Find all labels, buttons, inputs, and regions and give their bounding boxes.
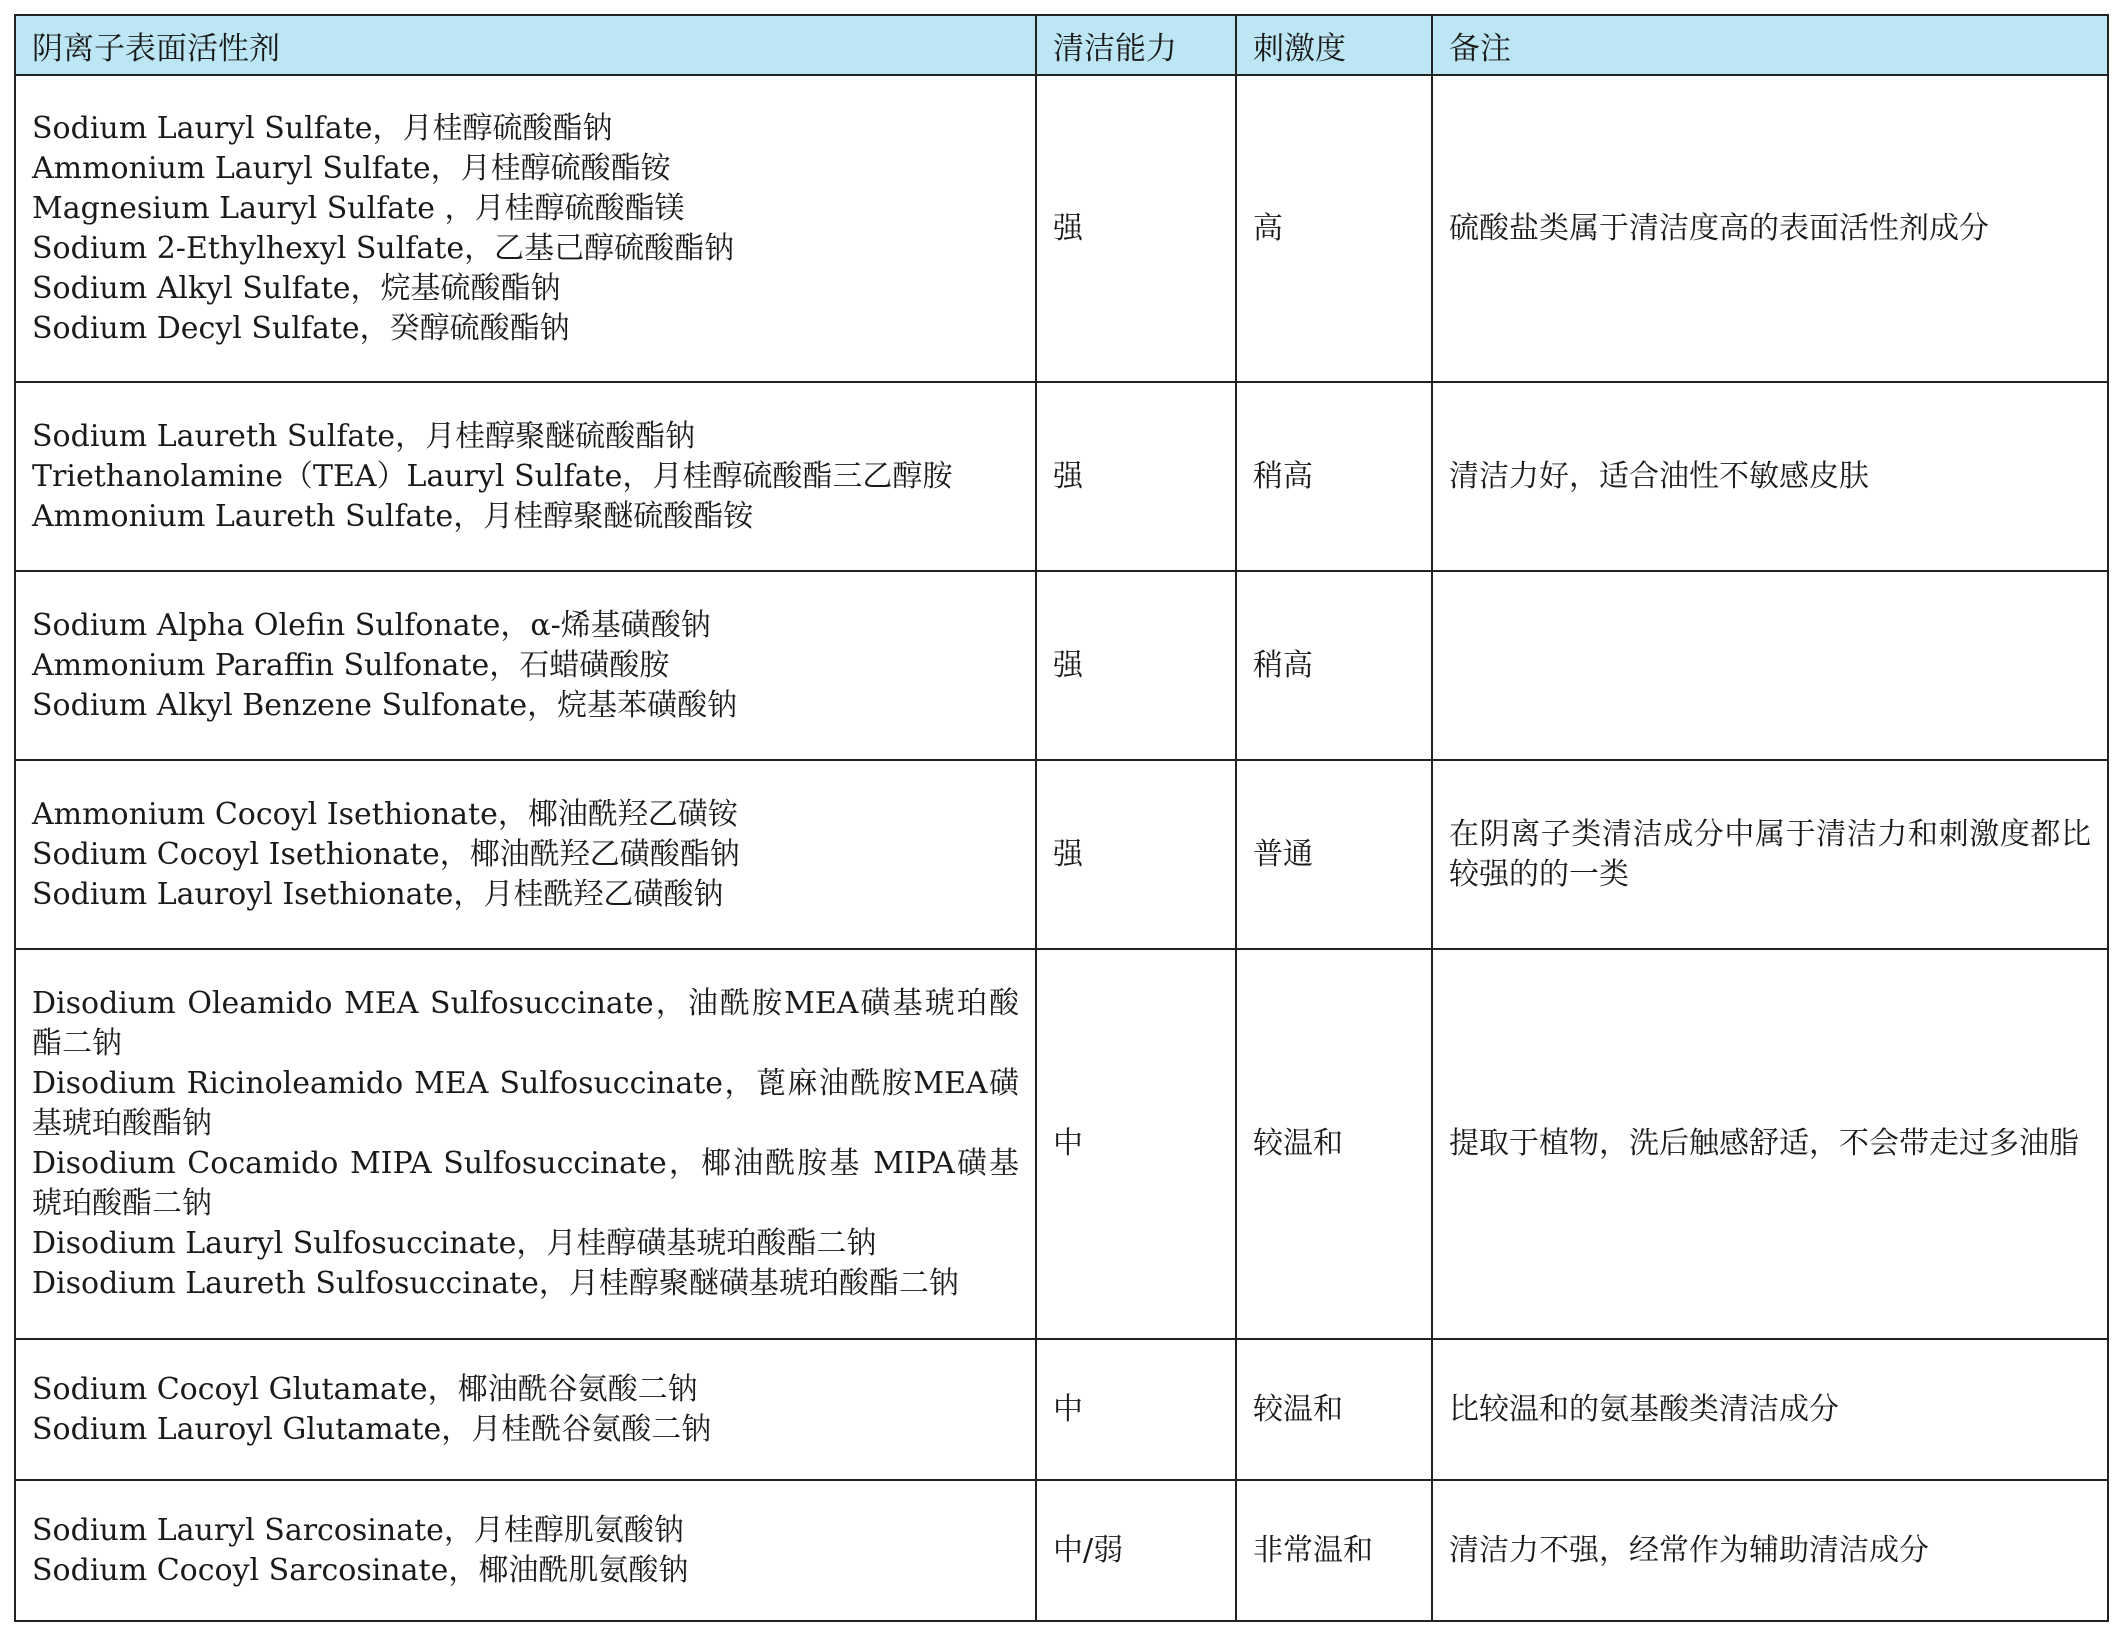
table-row <box>15 1339 2108 1480</box>
ingredients-cell <box>15 1339 1036 1480</box>
note-cell: 清洁力好，适合油性不敏感皮肤 <box>1432 382 2108 571</box>
ingredient-item: Ammonium Paraffin Sulfonate，石蜡磺酸胺 <box>32 647 670 683</box>
ingredient-item: Disodium Laureth Sulfosuccinate，月桂醇聚醚磺基琥珀酸酯二钠 <box>32 1266 959 1301</box>
cleaning-cell: 中 <box>1036 949 1236 1339</box>
irritation-cell: 高 <box>1236 75 1432 382</box>
irritation-cell: 较温和 <box>1236 949 1432 1339</box>
ingredient-item: Sodium Alkyl Benzene Sulfonate，烷基苯磺酸钠 <box>32 687 738 723</box>
table-row <box>15 760 2108 949</box>
ingredient-item: Disodium Lauryl Sulfosuccinate，月桂醇磺基琥珀酸酯二钠 <box>32 1226 877 1261</box>
header-note: 备注 <box>1432 15 2108 75</box>
ingredients-cell <box>15 760 1036 949</box>
ingredients-cell <box>15 75 1036 382</box>
irritation-cell: 较温和 <box>1236 1339 1432 1480</box>
cleaning-cell: 强 <box>1036 760 1236 949</box>
ingredient-item: Triethanolamine（TEA）Lauryl Sulfate，月桂醇硫酸酯三乙醇胺 <box>32 458 953 494</box>
ingredients-cell <box>15 571 1036 760</box>
table-row <box>15 571 2108 760</box>
ingredient-item: Sodium Lauryl Sarcosinate，月桂醇肌氨酸钠 <box>32 1512 684 1548</box>
table-row <box>15 382 2108 571</box>
ingredient-item: Disodium Cocamido MIPA Sulfosuccinate，椰油酰胺基 MIPA磺基琥珀酸酯二钠 <box>32 1146 1019 1221</box>
ingredients-cell <box>15 1480 1036 1621</box>
ingredient-item: Sodium Lauroyl Isethionate，月桂酰羟乙磺酸钠 <box>32 876 724 912</box>
irritation-cell: 稍高 <box>1236 571 1432 760</box>
ingredient-item: Sodium Lauroyl Glutamate，月桂酰谷氨酸二钠 <box>32 1411 712 1447</box>
ingredient-item: Sodium Alpha Olefin Sulfonate，α-烯基磺酸钠 <box>32 607 711 643</box>
header-surfactant: 阴离子表面活性剂 <box>15 15 1036 75</box>
ingredient-item: Sodium Cocoyl Sarcosinate，椰油酰肌氨酸钠 <box>32 1552 689 1588</box>
ingredient-item: Sodium Cocoyl Isethionate，椰油酰羟乙磺酸酯钠 <box>32 836 740 872</box>
ingredient-item: Sodium Alkyl Sulfate，烷基硫酸酯钠 <box>32 270 561 306</box>
irritation-cell: 稍高 <box>1236 382 1432 571</box>
note-cell: 硫酸盐类属于清洁度高的表面活性剂成分 <box>1432 75 2108 382</box>
cleaning-cell: 强 <box>1036 75 1236 382</box>
cleaning-cell: 强 <box>1036 571 1236 760</box>
surfactant-table <box>14 14 2109 1622</box>
note-cell: 在阴离子类清洁成分中属于清洁力和刺激度都比较强的的一类 <box>1432 760 2108 949</box>
note-cell: 清洁力不强，经常作为辅助清洁成分 <box>1432 1480 2108 1621</box>
irritation-cell: 普通 <box>1236 760 1432 949</box>
cleaning-cell: 中 <box>1036 1339 1236 1480</box>
header-row <box>15 15 2108 75</box>
ingredients-cell <box>15 382 1036 571</box>
cleaning-cell: 中/弱 <box>1036 1480 1236 1621</box>
irritation-cell: 非常温和 <box>1236 1480 1432 1621</box>
header-irritation: 刺激度 <box>1236 15 1432 75</box>
ingredient-item: Sodium Lauryl Sulfate，月桂醇硫酸酯钠 <box>32 110 613 146</box>
table-row <box>15 949 2108 1339</box>
ingredient-item: Disodium Oleamido MEA Sulfosuccinate，油酰胺MEA磺基琥珀酸酯二钠 <box>32 986 1019 1061</box>
table-row <box>15 1480 2108 1621</box>
ingredient-item: Sodium Cocoyl Glutamate，椰油酰谷氨酸二钠 <box>32 1371 698 1407</box>
ingredient-item: Disodium Ricinoleamido MEA Sulfosuccinate，蓖麻油酰胺MEA磺基琥珀酸酯钠 <box>32 1066 1019 1141</box>
ingredient-item: Ammonium Lauryl Sulfate，月桂醇硫酸酯铵 <box>32 150 671 186</box>
ingredient-item: Sodium 2-Ethylhexyl Sulfate，乙基己醇硫酸酯钠 <box>32 230 735 266</box>
note-cell: 比较温和的氨基酸类清洁成分 <box>1432 1339 2108 1480</box>
table-row <box>15 75 2108 382</box>
ingredient-item: Magnesium Lauryl Sulfate ，月桂醇硫酸酯镁 <box>32 190 685 226</box>
ingredient-item: Sodium Laureth Sulfate，月桂醇聚醚硫酸酯钠 <box>32 418 696 454</box>
ingredients-cell <box>15 949 1036 1339</box>
cleaning-cell: 强 <box>1036 382 1236 571</box>
note-cell <box>1432 571 2108 760</box>
header-cleaning: 清洁能力 <box>1036 15 1236 75</box>
ingredient-item: Sodium Decyl Sulfate，癸醇硫酸酯钠 <box>32 310 570 346</box>
note-cell: 提取于植物，洗后触感舒适，不会带走过多油脂 <box>1432 949 2108 1339</box>
ingredient-item: Ammonium Laureth Sulfate，月桂醇聚醚硫酸酯铵 <box>32 498 754 534</box>
ingredient-item: Ammonium Cocoyl Isethionate，椰油酰羟乙磺铵 <box>32 796 738 832</box>
